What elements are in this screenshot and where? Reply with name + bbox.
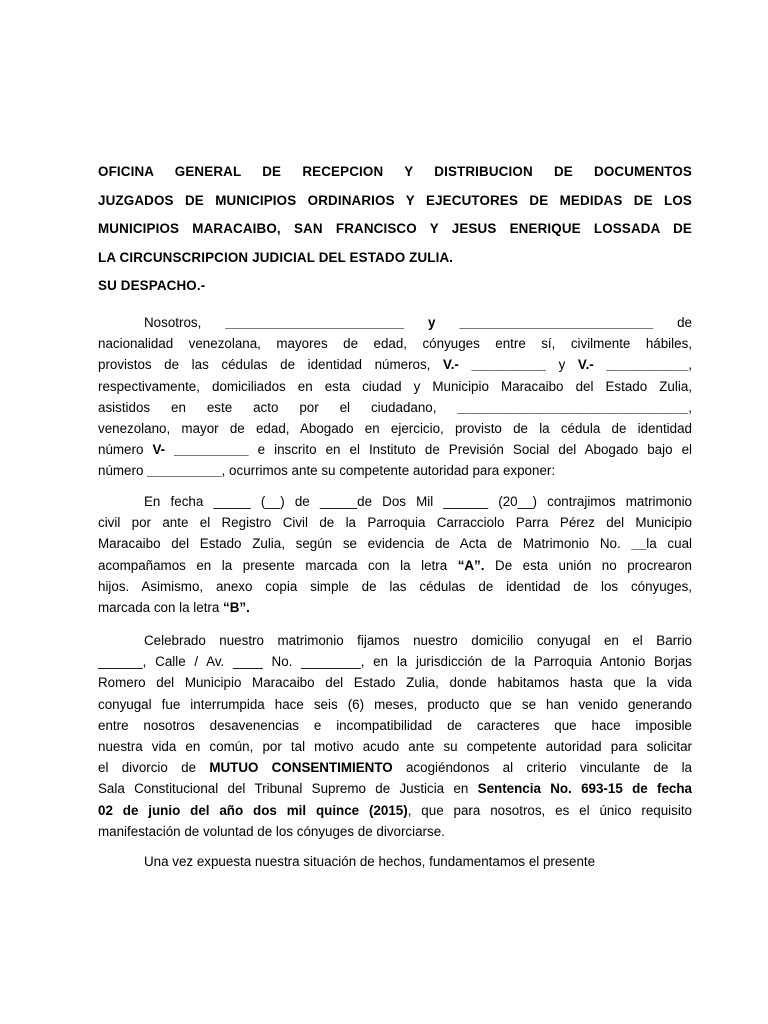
text-run: provistos de las cédulas de identidad números, [98,357,444,373]
paragraph-parties [98,312,692,482]
paragraph-line: manifestación de voluntad de los cónyuges de divorciarse. [98,823,445,839]
text-run: de [653,315,692,330]
paragraph-line [98,555,692,576]
text-run: y [545,357,578,373]
paragraph-line: respectivamente, domiciliados en esta ciudad y Municipio Maracaibo del Estado Zulia, [98,378,692,394]
ruling-date: 02 de junio del año dos mil quince (2015) [98,802,408,818]
paragraph-line: entre nosotros desavenencias e incompatibilidad de caracteres que hace imposible [98,717,692,733]
text-run: Maracaibo del Estado Zulia, según se evidencia de Acta de Matrimonio No. [98,536,632,552]
header-line-2: JUZGADOS DE MUNICIPIOS ORDINARIOS Y EJECUTORES DE MEDIDAS DE LOS [98,192,692,208]
paragraph-line [98,778,692,799]
ruling-reference: Sentencia No. 693-15 de fecha [477,781,692,797]
paragraph-line: conyugal fue interrumpida hace seis (6) meses, producto que se han venido generando [98,696,692,712]
exhibit-label-a: “A”. [457,557,485,573]
blank-id-field: V- __________ [152,442,249,458]
paragraph-line: civil por ante el Registro Civil de la Parroquia Carracciolo Parra Pérez del Municipio [98,515,692,531]
paragraph-line [98,800,692,821]
text-run: acompañamos en la presente marcada con la letra [98,557,458,573]
paragraph-line: venezolano, mayor de edad, Abogado en ejercicio, provisto de la cédula de identidad [98,421,692,437]
text-run: acogiéndonos al criterio vinculante de la [392,760,692,776]
paragraph-line [98,533,692,554]
blank-act-number: __ [631,536,647,552]
paragraph-line: Una vez expuesta nuestra situación de hechos, fundamentamos el presente [144,854,596,869]
text-run: , ocurrimos ante su competente autoridad para exponer: [221,463,556,479]
paragraph-line [98,439,692,460]
paragraph-closing [98,851,692,872]
header-line-3: MUNICIPIOS MARACAIBO, SAN FRANCISCO Y JESUS ENERIQUE LOSSADA DE [98,221,692,236]
document-header [98,158,692,301]
paragraph-line: ______, Calle / Av. ____ No. ________, en la jurisdicción de la Parroquia Antonio Borjas [98,654,692,670]
paragraph-line: Celebrado nuestro matrimonio fijamos nuestro domicilio conyugal en el Barrio [144,633,692,648]
paragraph-line [98,354,692,375]
text-run: , que para nosotros, es el único requisito [407,802,692,818]
header-salutation: SU DESPACHO.- [98,278,206,293]
blank-id-field: V.- ___________ [577,357,689,373]
text-run: , [688,357,693,373]
paragraph-line: nuestra vida en común, por tal motivo acudo ante su competente autoridad para solicitar [98,739,692,755]
paragraph-line [98,312,692,333]
paragraph-marriage [98,491,692,618]
text-run: e inscrito en el Instituto de Previsión Social del Abogado bajo el [248,442,692,458]
paragraph-domicile [98,630,692,842]
exhibit-label-b: “B”. [223,600,250,616]
text-run: Nosotros, [144,315,226,330]
paragraph-line [98,757,692,778]
text-run: , [688,399,692,415]
paragraph-line [98,460,692,481]
text-run: la cual [646,536,692,552]
text-run: marcada con la letra [98,600,224,616]
divorce-type: MUTUO CONSENTIMIENTO [209,760,393,776]
blank-lawyer-field: _______________________________ [457,399,689,415]
paragraph-line: nacionalidad venezolana, mayores de edad, cónyuges entre sí, civilmente hábiles, [98,336,692,352]
header-line-1: OFICINA GENERAL DE RECEPCION Y DISTRIBUCION DE DOCUMENTOS [98,164,692,179]
paragraph-line [98,597,692,618]
blank-id-field: V.- __________ [443,357,546,373]
paragraph-line [98,397,692,418]
paragraph-line: hijos. Asimismo, anexo copia simple de las cédulas de identidad de los cónyuges, [98,578,692,594]
text-run: asistidos en este acto por el ciudadano, [98,399,458,415]
text-run: número [98,463,148,479]
text-run: De esta unión no procrearon [484,557,692,573]
paragraph-line: Romero del Municipio Maracaibo del Estado Zulia, donde habitamos hasta que la vida [98,675,692,691]
text-run: número [98,442,153,458]
blank-names-field: ________________________ y __________________________ [225,315,654,330]
text-run: el divorcio de [98,760,210,776]
paragraph-line: En fecha _____ (__) de _____de Dos Mil ______ (20__) contrajimos matrimonio [144,494,692,509]
header-line-4: LA CIRCUNSCRIPCION JUDICIAL DEL ESTADO ZULIA. [98,249,454,265]
blank-number-field: __________ [147,463,222,479]
text-run: Sala Constitucional del Tribunal Supremo de Justicia en [98,781,478,797]
